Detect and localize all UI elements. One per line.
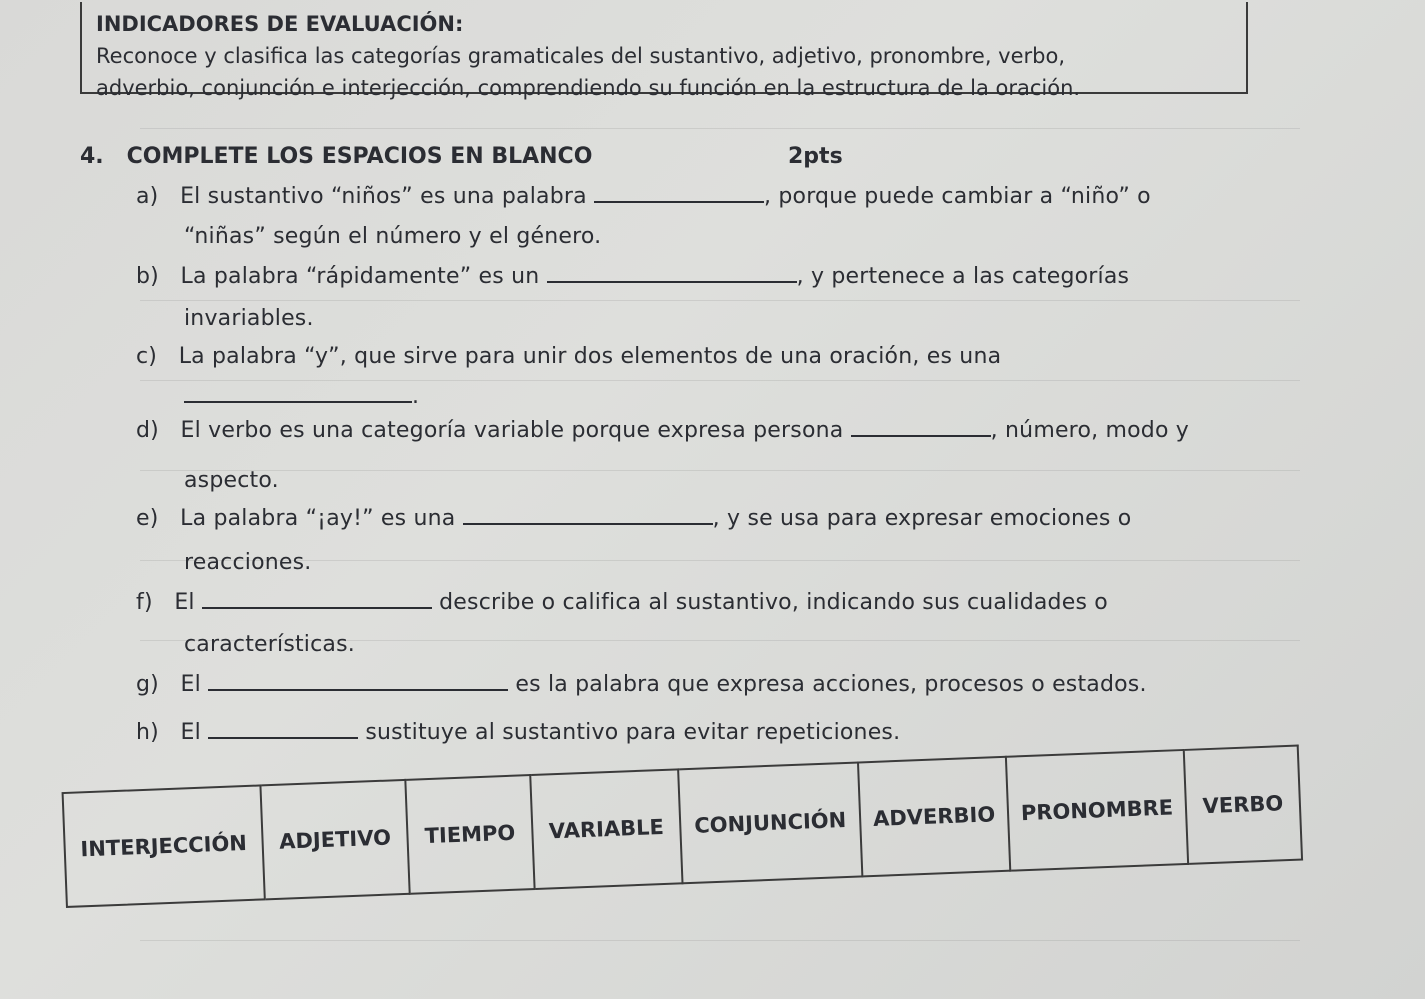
item-text: , número, modo y: [990, 418, 1190, 443]
item-f: [136, 590, 1108, 615]
item-text: es la palabra que expresa acciones, procesos o estados.: [508, 672, 1147, 697]
item-text: describe o califica al sustantivo, indicando sus cualidades o: [431, 590, 1108, 615]
item-text: sustituye al sustantivo para evitar repeticiones.: [358, 720, 901, 745]
item-marker: g): [136, 672, 159, 697]
item-marker: d): [136, 418, 159, 443]
item-text: , porque puede cambiar a “niño” o: [763, 184, 1151, 209]
item-text: , y se usa para expresar emociones o: [712, 506, 1132, 531]
ruled-line: [140, 380, 1300, 381]
item-b: [136, 264, 1129, 289]
item-d-continuation: aspecto.: [184, 468, 279, 493]
word-bank-cell: ADVERBIO: [859, 756, 1011, 878]
answer-blank[interactable]: [208, 688, 508, 691]
item-text: El: [180, 672, 209, 697]
word-bank-cell: TIEMPO: [406, 774, 535, 895]
ruled-line: [140, 128, 1300, 129]
indicators-line-2: adverbio, conjunción e interjección, comprendiendo su función en la estructura de la oración.: [96, 76, 1081, 100]
answer-blank[interactable]: [202, 606, 432, 609]
item-g: [136, 672, 1147, 697]
item-a-continuation: “niñas” según el número y el género.: [184, 224, 602, 249]
ruled-line: [140, 470, 1300, 471]
ruled-line: [140, 560, 1300, 561]
ruled-line: [140, 940, 1300, 941]
item-b-continuation: invariables.: [184, 306, 314, 331]
ruled-line: [140, 300, 1300, 301]
word-bank-table: [62, 745, 1304, 908]
answer-blank[interactable]: [594, 200, 764, 203]
indicators-title: INDICADORES DE EVALUACIÓN:: [96, 12, 464, 36]
word-bank-cell: INTERJECCIÓN: [62, 784, 266, 908]
item-h: [136, 720, 900, 745]
item-marker: h): [136, 720, 159, 745]
item-text: La palabra “¡ay!” es una: [180, 506, 463, 531]
answer-blank[interactable]: [184, 400, 412, 403]
answer-blank[interactable]: [463, 522, 713, 525]
item-d: [136, 418, 1189, 443]
item-text: El sustantivo “niños” es una palabra: [180, 184, 594, 209]
word-bank-cell: VERBO: [1185, 745, 1303, 865]
item-f-continuation: características.: [184, 632, 355, 657]
item-text: , y pertenece a las categorías: [796, 264, 1130, 289]
word-bank-cell: VARIABLE: [531, 768, 683, 890]
item-marker: a): [136, 184, 159, 209]
answer-blank[interactable]: [851, 434, 991, 437]
word-bank-cell: ADJETIVO: [261, 779, 410, 900]
item-text: .: [412, 384, 420, 409]
question-title: 4. COMPLETE LOS ESPACIOS EN BLANCO: [80, 144, 593, 169]
item-e-continuation: reacciones.: [184, 550, 312, 575]
item-marker: c): [136, 344, 158, 369]
item-marker: e): [136, 506, 159, 531]
word-bank-cell: CONJUNCIÓN: [679, 761, 863, 884]
item-text: El: [180, 720, 209, 745]
answer-blank[interactable]: [208, 736, 358, 739]
item-text: La palabra “rápidamente” es un: [180, 264, 547, 289]
item-c-continuation: [184, 384, 419, 409]
indicators-line-1: Reconoce y clasifica las categorías gramaticales del sustantivo, adjetivo, pronombre, verbo,: [96, 44, 1066, 68]
item-marker: f): [136, 590, 153, 615]
item-text: El verbo es una categoría variable porque expresa persona: [180, 418, 851, 443]
item-text: El: [174, 590, 202, 615]
item-text: La palabra “y”, que sirve para unir dos elementos de una oración, es una: [178, 344, 1002, 369]
word-bank-cell: PRONOMBRE: [1007, 749, 1189, 872]
item-c: [136, 344, 1001, 369]
item-e: [136, 506, 1131, 531]
item-marker: b): [136, 264, 159, 289]
answer-blank[interactable]: [547, 280, 797, 283]
question-points: 2pts: [788, 144, 843, 169]
item-a: [136, 184, 1151, 209]
